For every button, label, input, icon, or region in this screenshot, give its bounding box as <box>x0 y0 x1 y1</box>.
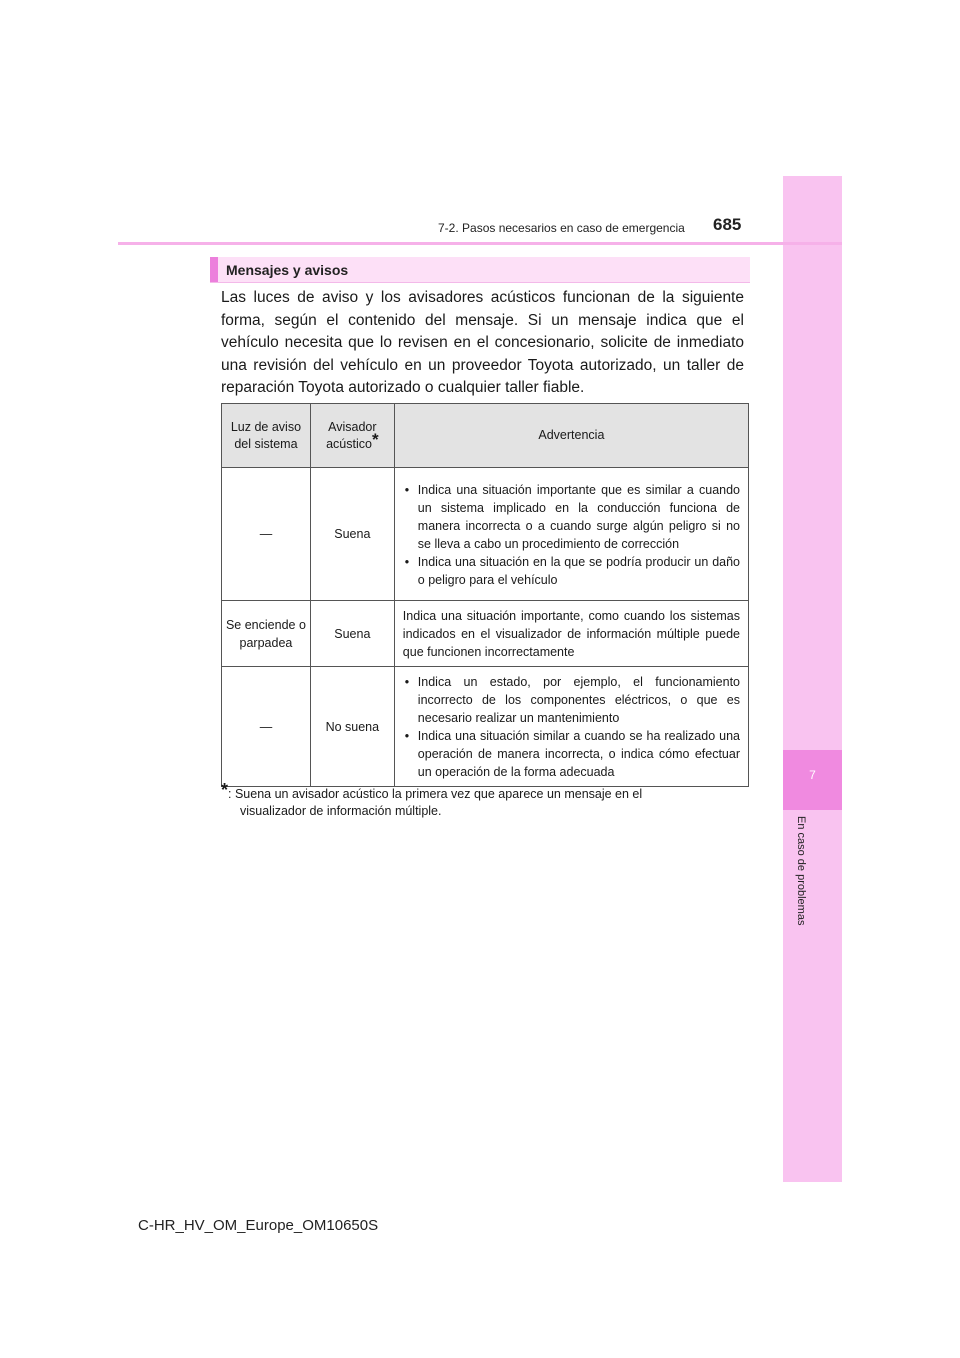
warning-list <box>403 481 740 589</box>
chapter-title <box>795 816 815 956</box>
warning-item: • Indica una situación similar a cuando se ha realizado una operación de manera incorrecta, o indica cómo efectuar un operación de la forma adecuada <box>403 727 740 781</box>
header-buzzer <box>310 404 394 468</box>
cell-light: — <box>222 667 311 787</box>
footnote-marker: * <box>371 429 379 449</box>
header-system-light: Luz de aviso del sistema <box>222 404 311 468</box>
footnote <box>221 780 744 820</box>
table-row <box>222 601 749 667</box>
chapter-number: 7 <box>809 768 816 782</box>
messages-table <box>221 403 749 787</box>
cell-warning <box>394 667 748 787</box>
chapter-title-text: En caso de problemas <box>795 816 807 926</box>
page-number: 685 <box>713 215 742 234</box>
cell-warning <box>394 468 748 601</box>
cell-light: Se enciende o parpadea <box>222 601 311 667</box>
section-label: 7-2. Pasos necesarios en caso de emergencia <box>438 221 685 235</box>
warning-item: • Indica una situación importante que es similar a cuando un sistema implicado en la conducción funciona de manera incorrecta o a cuando surge algún peligro si no se lleva a cabo un procedimiento de corrección <box>403 481 740 553</box>
cell-warning: Indica una situación importante, como cuando los sistemas indicados en el visualizador de información múltiple puede que funcionen incorrectamente <box>394 601 748 667</box>
section-title: Mensajes y avisos <box>226 262 349 278</box>
table-header-row <box>222 404 749 468</box>
section-title-accent <box>210 257 218 283</box>
footnote-text-1: : Suena un avisador acústico la primera vez que aparece un mensaje en el <box>228 787 643 801</box>
footnote-star: * <box>221 780 229 800</box>
header-buzzer-label: Avisador acústico <box>326 419 377 451</box>
section-title-underline <box>210 282 750 283</box>
cell-buzzer: Suena <box>310 601 394 667</box>
cell-buzzer: Suena <box>310 468 394 601</box>
warning-item: • Indica una situación en la que se podría producir un daño o peligro para el vehículo <box>403 553 740 589</box>
table-row <box>222 468 749 601</box>
header-divider <box>118 242 842 245</box>
header-warning: Advertencia <box>394 404 748 468</box>
intro-paragraph: Las luces de aviso y los avisadores acústicos funcionan de la siguiente forma, según el contenido del mensaje. Si un mensaje indica que el vehículo necesita que lo revisen en el concesionario, solicite de inmediato una revisión del vehículo en un proveedor Toyota autorizado, un taller de reparación Toyota autorizado o cualquier taller fiable. <box>221 289 744 396</box>
document-code: C-HR_HV_OM_Europe_OM10650S <box>138 1217 379 1234</box>
footnote-text-2: visualizador de información múltiple. <box>240 804 442 818</box>
chapter-side-tab <box>783 176 842 1182</box>
cell-buzzer: No suena <box>310 667 394 787</box>
warning-item: • Indica un estado, por ejemplo, el funcionamiento incorrecto de los componentes eléctricos, o que es necesario realizar un mantenimiento <box>403 673 740 727</box>
footnote-line-1 <box>221 780 744 803</box>
cell-light: — <box>222 468 311 601</box>
warning-list <box>403 673 740 781</box>
table-row <box>222 667 749 787</box>
